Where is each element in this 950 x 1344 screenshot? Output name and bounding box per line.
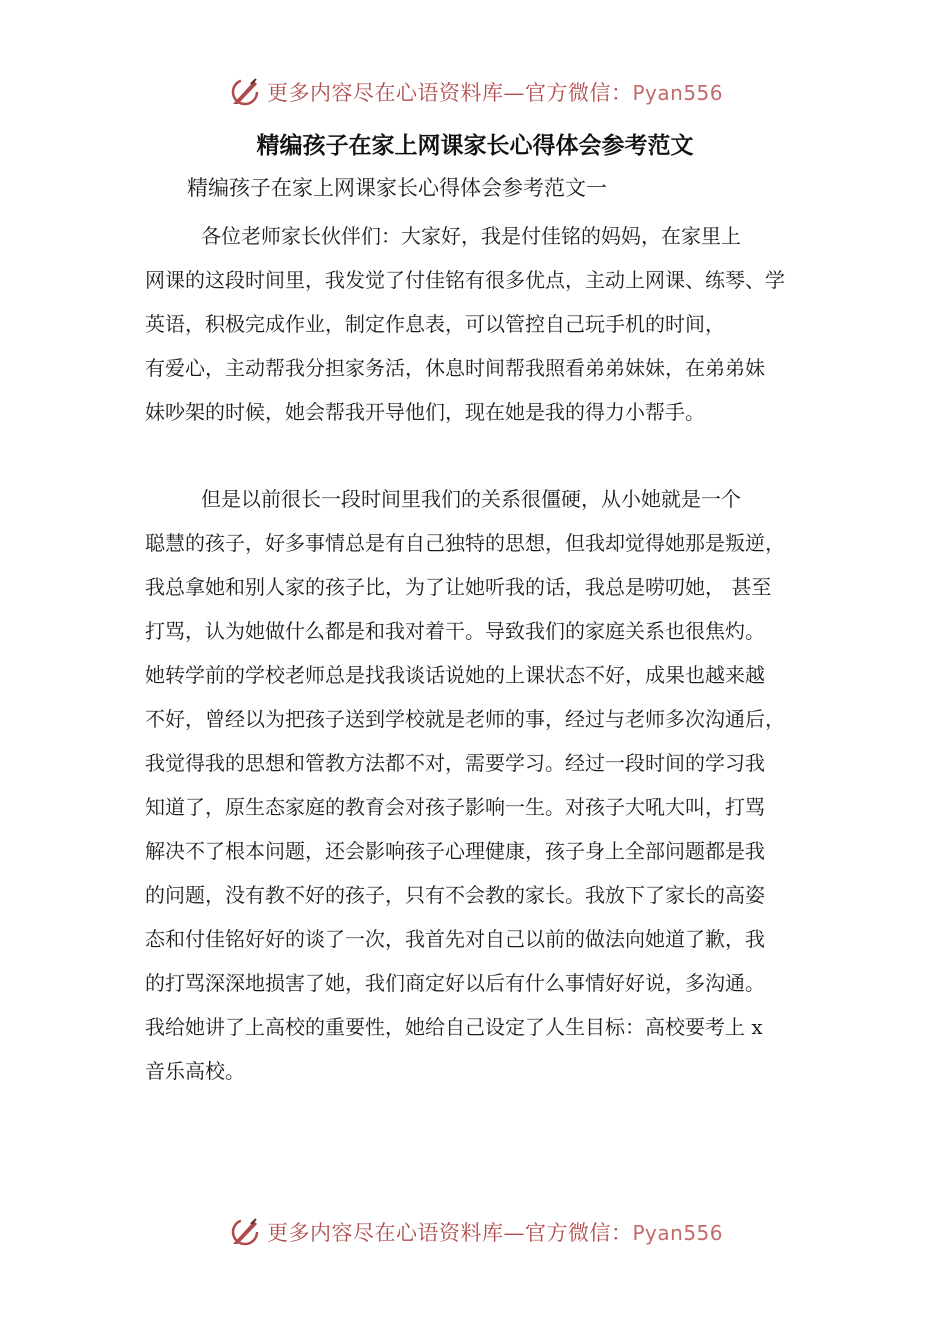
paragraph-line: 知道了，原生态家庭的教育会对孩子影响一生。对孩子大吼大叫，打骂 bbox=[145, 795, 765, 819]
section-subtitle: 精编孩子在家上网课家长心得体会参考范文一 bbox=[187, 176, 607, 200]
paragraph-line: 各位老师家长伙伴们：大家好，我是付佳铭的妈妈，在家里上 bbox=[201, 224, 741, 248]
paragraph-line: 的问题，没有教不好的孩子，只有不会教的家长。我放下了家长的高姿 bbox=[145, 883, 765, 907]
paragraph-line: 她转学前的学校老师总是找我谈话说她的上课状态不好，成果也越来越 bbox=[145, 663, 765, 687]
wechat-id: Pyan556 bbox=[632, 1221, 723, 1245]
paragraph-line: 音乐高校。 bbox=[145, 1059, 245, 1083]
paragraph-line: 我觉得我的思想和管教方法都不对，需要学习。经过一段时间的学习我 bbox=[145, 751, 765, 775]
paragraph-line: 英语，积极完成作业，制定作息表，可以管控自己玩手机的时间， bbox=[145, 312, 725, 336]
paragraph-1 bbox=[145, 214, 785, 434]
paragraph-line: 解决不了根本问题，还会影响孩子心理健康，孩子身上全部问题都是我 bbox=[145, 839, 765, 863]
paragraph-line: 网课的这段时间里，我发觉了付佳铭有很多优点，主动上网课、练琴、学 bbox=[145, 268, 785, 292]
paragraph-line: 打骂，认为她做什么都是和我对着干。导致我们的家庭关系也很焦灼。 bbox=[145, 619, 765, 643]
paragraph-line: 但是以前很长一段时间里我们的关系很僵硬，从小她就是一个 bbox=[201, 487, 741, 511]
paragraph-line: 妹吵架的时候，她会帮我开导他们，现在她是我的得力小帮手。 bbox=[145, 400, 705, 424]
paragraph-line: 有爱心，主动帮我分担家务活，休息时间帮我照看弟弟妹妹，在弟弟妹 bbox=[145, 356, 765, 380]
paragraph-line: 我给她讲了上高校的重要性，她给自己设定了人生目标：高校要考上 x bbox=[145, 1015, 763, 1039]
paragraph-line: 的打骂深深地损害了她，我们商定好以后有什么事情好好说，多沟通。 bbox=[145, 971, 765, 995]
header-banner bbox=[0, 72, 950, 112]
paragraph-line: 态和付佳铭好好的谈了一次，我首先对自己以前的做法向她道了歉，我 bbox=[145, 927, 765, 951]
page-title: 精编孩子在家上网课家长心得体会参考范文 bbox=[256, 133, 694, 159]
paragraph-line: 聪慧的孩子，好多事情总是有自己独特的思想，但我却觉得她那是叛逆， bbox=[145, 531, 785, 555]
header-banner-text: 更多内容尽在心语资料库—官方微信：Pyan556 bbox=[266, 81, 723, 105]
footer-banner-text: 更多内容尽在心语资料库—官方微信：Pyan556 bbox=[266, 1221, 723, 1245]
quill-logo-icon bbox=[227, 74, 263, 110]
paragraph-line: 不好，曾经以为把孩子送到学校就是老师的事，经过与老师多次沟通后， bbox=[145, 707, 785, 731]
footer-banner bbox=[0, 1212, 950, 1252]
quill-logo-icon bbox=[227, 1214, 263, 1250]
wechat-id: Pyan556 bbox=[632, 81, 723, 105]
paragraph-line: 我总拿她和别人家的孩子比，为了让她听我的话，我总是唠叨她， 甚至 bbox=[145, 575, 772, 599]
paragraph-2 bbox=[145, 477, 785, 1093]
